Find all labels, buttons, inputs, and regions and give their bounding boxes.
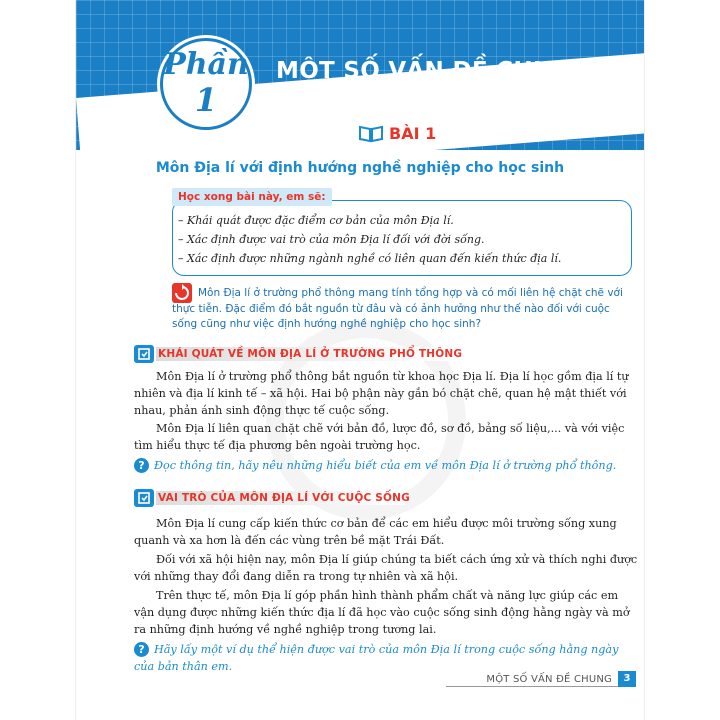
section-title: KHÁI QUÁT VỀ MÔN ĐỊA LÍ Ở TRƯỜNG PHỔ THÔNG	[158, 348, 463, 360]
lesson-label: BÀI 1	[389, 123, 437, 143]
part-title: MỘT SỐ VẤN ĐỀ CHUNG	[276, 58, 591, 84]
section-icon	[134, 345, 154, 363]
objective-item: – Khái quát được đặc điểm cơ bản của môn Địa lí.	[178, 214, 454, 227]
footer-label: MỘT SỐ VẤN ĐỀ CHUNG	[486, 673, 612, 685]
question-text: Hãy lấy một ví dụ thể hiện được vai trò của môn Địa lí trong cuộc sống hằng ngày của bản thân em.	[134, 643, 619, 673]
part-number: 1	[194, 81, 218, 119]
objective-item: – Xác định được vai trò của môn Địa lí đối với đời sống.	[178, 233, 485, 246]
question-icon: ?	[134, 642, 149, 657]
part-word: Phần	[163, 47, 249, 82]
objective-item: – Xác định được những ngành nghề có liên quan đến kiến thức địa lí.	[178, 252, 562, 265]
page-footer	[486, 671, 636, 687]
lesson-title: Môn Địa lí với định hướng nghề nghiệp cho học sinh	[155, 160, 565, 176]
section-title: VAI TRÒ CỦA MÔN ĐỊA LÍ VỚI CUỘC SỐNG	[158, 492, 410, 504]
question-text: Đọc thông tin, hãy nêu những hiểu biết của em về môn Địa lí ở trường phổ thông.	[154, 459, 617, 472]
book-icon	[358, 123, 384, 143]
part-badge	[160, 38, 252, 130]
page-number: 3	[618, 671, 636, 687]
question-icon: ?	[134, 458, 149, 473]
intro-text: Môn Địa lí ở trường phổ thông mang tính tổng hợp và có mối liên hệ chặt chẽ với thực tiễn. Đặc điểm đó bắt nguồn từ đâu và có ảnh hưởng như thế nào đối với cuộc sống cũng như việc định hướng nghề nghiệp cho học sinh?	[172, 287, 623, 330]
lesson-label-group	[358, 122, 436, 144]
paragraph: Môn Địa lí liên quan chặt chẽ với bản đồ, lược đồ, sơ đồ, bảng số liệu,... và với việc tìm hiểu thực tế địa phương bên ngoài trường học.	[134, 422, 625, 452]
textbook-page	[76, 0, 644, 720]
paragraph: Trên thực tế, môn Địa lí góp phần hình thành phẩm chất và năng lực giúp các em vận dụng được những kiến thức địa lí đã học vào cuộc sống sinh động hằng ngày và mở ra những định hướng về nghề nghiệp trong tương lai.	[134, 589, 630, 636]
paragraph: Đối với xã hội hiện nay, môn Địa lí giúp chúng ta biết cách ứng xử và thích nghi được với những thay đổi đang diễn ra trong tự nhiên và xã hội.	[134, 553, 638, 583]
paragraph: Môn Địa lí ở trường phổ thông bắt nguồn từ khoa học Địa lí. Địa lí học gồm địa lí tự nhiên và địa lí kinh tế – xã hội. Hai bộ phận này gắn bó chặt chẽ, quan hệ mật thiết với nhau, phản ánh sinh động thực tế cuộc sống.	[134, 370, 629, 417]
section-icon	[134, 489, 154, 507]
objectives-heading: Học xong bài này, em sẽ:	[172, 188, 332, 206]
paragraph: Môn Địa lí cung cấp kiến thức cơ bản để các em hiểu được môi trường sống xung quanh và xa hơn là đến các vùng trên bề mặt Trái Đất.	[134, 517, 617, 547]
objectives-box	[172, 200, 632, 276]
